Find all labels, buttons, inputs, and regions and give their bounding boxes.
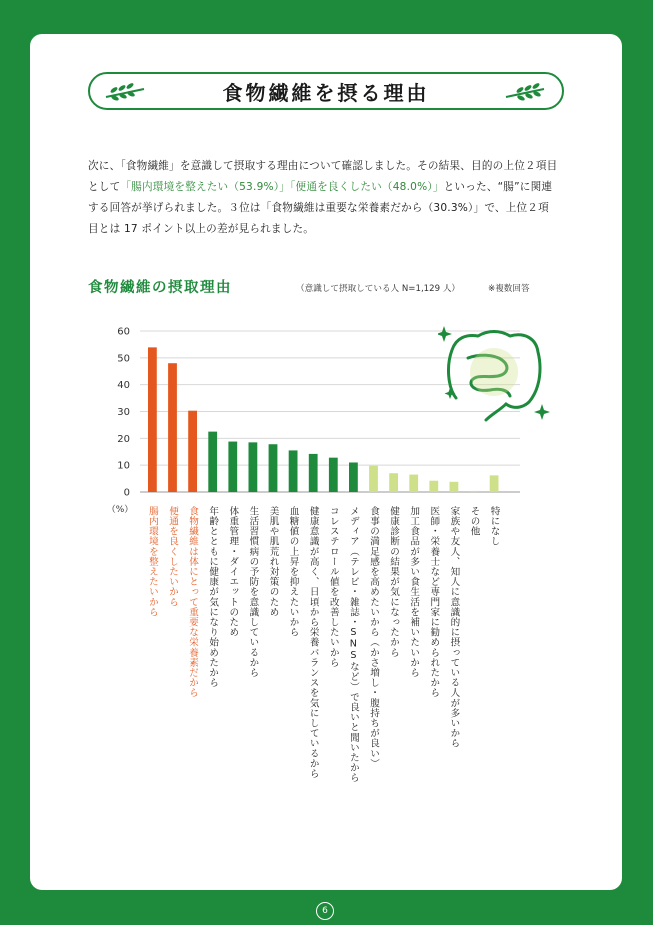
y-tick-label: 0 [123,487,130,499]
bar [309,454,318,492]
bar [148,347,157,492]
category-label: コレステロール値を改善したいから [327,506,339,668]
bar [450,482,459,492]
bar [289,450,298,492]
intro-text-2: といった、“腸”に関連する回答が挙げられました。３位は「食物繊維は重要な栄養素だから（30.3%）」で、上位２項目とは 17 ポイント以上の差が見られました。 [88,181,553,235]
bar [188,411,197,492]
page-title: 食物繊維を摂る理由 [222,80,430,105]
bar [349,462,358,492]
intestine-icon [438,318,558,428]
y-tick-label: 60 [117,326,130,338]
bar [490,475,499,492]
category-label: 腸内環境を整えたいから [146,506,158,618]
category-label: その他 [468,506,480,537]
category-label: 年齢とともに健康が気になり始めたから [207,506,219,688]
category-label: 健康意識が高く、日頃から栄養バランスを気にしているから [307,506,319,779]
category-label: 加工食品が多い食生活を補いたいから [408,506,420,678]
page-number: 6 [316,902,334,920]
chart-sample-note: （意識して摂取している人 N=1,129 人） [296,284,461,294]
bar [249,442,258,492]
bar [369,466,378,492]
bar [269,444,278,492]
bar [389,473,398,492]
y-tick-label: 20 [117,433,130,445]
category-label: 血糖値の上昇を抑えたいから [287,506,299,638]
category-label: 便通を良くしたいから [167,506,178,607]
intro-text-1: 次に、「食物繊維」を意識して摂取する理由について確認しました。その結果、目的の上位２項目として [88,160,558,193]
bar [470,491,479,492]
y-tick-label: 40 [117,380,130,392]
chart-title: 食物繊維の摂取理由 [88,280,232,296]
intro-highlight: 「腸内環境を整えたい（53.9%）」「便通を良くしたい（48.0%）」 [120,181,444,193]
bar [208,432,217,492]
category-label: 食物繊維は体にとって重要な栄養素だから [187,506,199,698]
category-label: 美肌や肌荒れ対策のため [267,506,279,618]
category-label: 特になし [488,506,500,547]
category-label: 生活習慣病の予防を意識しているから [247,506,259,678]
bar [329,458,338,492]
chart-multi-answer-note: ※複数回答 [488,284,530,294]
category-label: 食事の満足感を高めたいから（かさ増し・腹持ちが良い） [368,506,379,769]
category-label: 家族や友人、知人に意識的に摂っている人が多いから [448,506,460,749]
category-label: 体重管理・ダイエットのため [227,506,239,638]
bar [228,442,237,492]
y-tick-label: 50 [117,353,130,365]
y-tick-label: 30 [117,407,130,418]
category-label: メディア（テレビ・雑誌・SNSなど）で良いと聞いたから [347,506,359,783]
y-tick-label: 10 [117,460,130,472]
category-label: 健康診断の結果が気になったから [388,506,400,658]
bar [409,475,418,492]
bar [168,363,177,492]
bar [429,481,438,492]
category-label: 医師・栄養士など専門家に勧められたから [428,506,440,698]
unit-label: （%） [106,505,134,515]
